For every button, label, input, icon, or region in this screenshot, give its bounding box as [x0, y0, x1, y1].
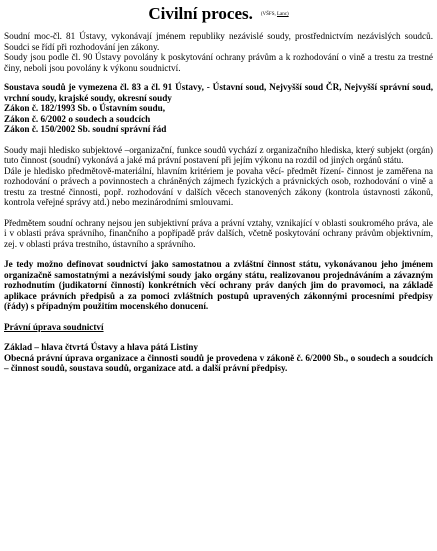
paragraph-zaklad: Základ – hlava čtvrtá Ústavy a hlava pátá Listiny: [4, 342, 198, 353]
law-182-1993: Zákon č. 182/1993 Sb. o Ústavním soudu,: [4, 103, 166, 114]
paragraph-obecna-uprava: Obecná právní úprava organizace a činnosti soudů je provedena v zákoně č. 6/2000 Sb., o soudech a soudcích – činnost soudů, soustava soudů, organizace atd. a další právní předpisy.: [4, 352, 433, 374]
title-note-link: Lanc): [276, 12, 289, 18]
paragraph-soudy-povolany: Soudy jsou podle čl. 90 Ústavy povolány k poskytování ochrany právům a k rozhodování o vině a trestu za trestné činy, neboli jsou povolány k výkonu soudnictví.: [4, 52, 433, 73]
section-heading: Právní úprava soudnictví: [4, 321, 104, 332]
law-6-2002: Zákon č. 6/2002 o soudech a soudcích: [4, 113, 151, 124]
title-row: [4, 4, 433, 25]
paragraph-hledisko-predmetove: Dále je hledisko předmětově-materiální, hlavním kritériem je povaha věcí- předmět řízení- činnost je zaměřena na rozhodování o právech a povinnostech a chráněných zájmech fyzických a právnických osob, rozhodování o vině a trestu za trestné činnosti, popř. rozhodování v dalších věcech stanovených zákony (kontrola ústavnosti zákonů, kontrola veřejné správy atd.) nebo mezinárodními smlouvami.: [4, 165, 433, 208]
title-note-text: (VŠFS,: [260, 12, 276, 18]
law-150-2002: Zákon č. 150/2002 Sb. soudní správní řád: [4, 124, 167, 135]
title-note: [261, 12, 289, 17]
paragraph-predmet-ochrany: Předmětem soudní ochrany nejsou jen subjektivní práva a právní vztahy, vznikající v oblasti soukromého práva, ale i v oblasti práva správního, finančního a popřípadě práv dalších, včetně poskytování ochrany právům objektivním, zej. v oblasti práva trestního, ústavního a správního.: [4, 217, 433, 249]
document-title: Civilní proces.: [148, 4, 253, 23]
paragraph-definice-soudnictvi: Je tedy možno definovat soudnictví jako samostatnou a zvláštní činnost státu, vykonávanou jeho jménem organizačně samostatnými a nezávislými soudy jako orgány státu, realizovanou projednáváním a závazným rozhodnutím (judikatorní činností) konkrétních věcí ochrany práv daných jim do pravomoci, na základě aplikace právních předpisů a za pomoci zvláštních postupů upravených zákonnými procesními předpisy (řády) s případným použitím mocenského donucení.: [4, 259, 433, 312]
paragraph-soustava-soudu: Soustava soudů je vymezena čl. 83 a čl. 91 Ústavy, - Ústavní soud, Nejvyšší soud ČR, Nejvyšší správní soud, vrchní soudy, krajské soudy, okresní soudy: [4, 82, 433, 103]
paragraph-hledisko-subjektove: Soudy maji hledisko subjektové –organizační, funkce soudů vychází z organizačního hlediska, který subjekt (orgán) tuto činnost (soudní) vykonává a jaké má právní postavení při jejím výkonu na rozdíl od jiných orgánů státu.: [4, 144, 433, 166]
paragraph-soudni-moc: Soudní moc-čl. 81 Ústavy, vykonávají jménem republiky nezávislé soudy, prostřednictvím nezávislých soudců. Soudci se řídí při rozhodování jen zákony.: [4, 31, 433, 52]
